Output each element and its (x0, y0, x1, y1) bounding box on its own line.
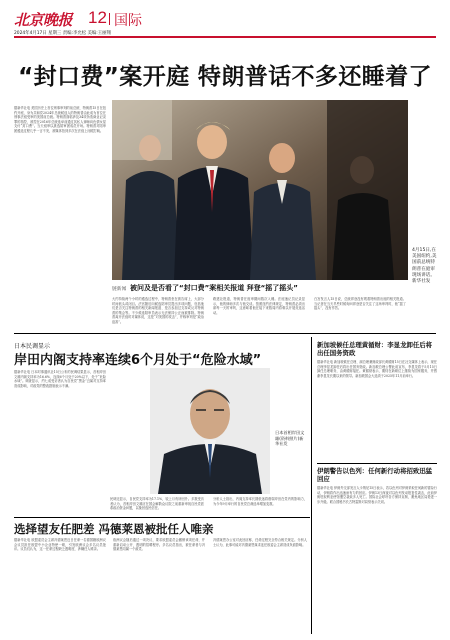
top-story-col4: 白宫发言人15日说，总统拜登没有观看特朗普出庭的相关报道。当记者在当天早些时候询问拜登是否关注了这场审判时，他“摇了摇头”，没有作答。 (314, 297, 406, 311)
paper-name: 北京晚报 (14, 11, 73, 29)
page-number: 12 (88, 8, 107, 27)
vdl-col3: 冯德莱恩办公室对此回应称，任命过程完全符合相关规定。分析人士认为，此事可能对冯德莱恩谋求连任欧委会主席造成负面影响。 (213, 538, 307, 547)
dateline: 2024年4月17日 星期三 责编:李允松 美编:王丽翔 (14, 31, 111, 36)
kishida-headline: 岸田内阁支持率连续6个月处于“危险水域” (14, 353, 262, 368)
top-story-col3: 路透社报道，特朗普在庭审期间数次入睡。法庭速记员记录显示，他的律师多次与他交谈。按照纽约法律规定，特朗普必须出席每一天的审判，这意味着他在接下来数周内将难以开展竞选活动。 (213, 297, 305, 315)
brief1-text: 据新华社电 新加坡候任总理、副总理兼财政部长黄循财15日在社交媒体上表示，现任总理李显龙卸任后将出任国务资政。新加坡总理公署此前宣布，李显龙将于5月15日卸任总理职务，由黄循财接任。黄循财表示，期待在新职位上继续为国家服务，并感谢李显龙长期以来的领导。新加坡国会大选须于2025年11月前举行。 (317, 360, 437, 378)
top-story-col1: 据新华社电 美国历史上首位刑事审判的前总统、特朗普15日在纽约开庭，身为共和党2024年总统候选人的特朗普由此成为首位在刑事法庭受审的美国前总统。特朗普面临涉及34项伪造商业记录罪的指控，被控在2016年总统选举前通过其私人律师向色情女星支付“封口费”。当天庭审以挑选陪审团成员开场。特朗普对陪审团遴选过程几乎一言不发，被媒体拍到多次在法庭上闭眼打盹。 (14, 106, 106, 133)
kishida-photo-image (150, 368, 270, 494)
sub-headline-tag: 链新闻 (112, 287, 127, 292)
section-name: 国际 (114, 13, 142, 29)
photo-caption: 4月15日,在美国纽约,美国前总统特朗普在庭审现场讲话。新华社发 (412, 248, 437, 285)
sidebar-rule (317, 463, 437, 464)
trump-court-photo (112, 100, 408, 280)
vdl-headline: 选择望友任肥差 冯德莱恩被批任人唯亲 (14, 522, 214, 536)
top-story-col2: 大约持续两个小时的遴选过程中，特朗普坐在被告席上，大部分时间低头或闭目。法官随后向候选陪审员提出多项问题，包括他们是否关注特朗普的相关新闻报道、是否参加过支持或反对特朗普的集会等。不少候选陪审员表示无法保持公正而被排除。特朗普离开法庭时对媒体说，这是“对美国的攻击”，并称审判是“政治迫害”。 (112, 297, 204, 324)
kishida-col3: 分析人士指出，内阁支持率长期低迷将削弱岸田在党内的影响力，为今年9月举行的自民党总裁选举增加变数。 (213, 497, 307, 506)
kishida-photo (150, 368, 270, 494)
masthead-rule (14, 36, 436, 38)
section-divider (109, 13, 110, 25)
section-rule-2 (14, 517, 310, 518)
sidebar-vertical-rule (311, 337, 312, 634)
kishida-col2: 民调还显示，自民党支持率为17.1%，较上月有所回升。多数受访者认为，首相岸田文雄应在国会解散众议院之前重新审视自民党派系政治资金问题，以挽回选民信任。 (110, 497, 204, 511)
brief1-title: 新加坡候任总理黄循财：李显龙卸任后将出任国务资政 (317, 341, 433, 358)
kishida-col1: 据新华社电 日本时事通讯社15日公布的民调结果显示，首相岸田文雄内阁支持率为16.6%，连续6个月处于20%以下，处于“危险水域”。调查显示，约七成受访者认为自民党“黑金”丑闻对支持率造成影响，对政党的整改措施表示不满。 (14, 370, 106, 388)
kishida-kicker: 日本民调显示 (14, 343, 51, 350)
masthead (14, 9, 436, 39)
vdl-col2: 欧洲议会随后通过一项决议，要求欧盟委员会撤销该项任命，并重新启动公开、透明的招聘程序。多名议员指出，被任命者与冯德莱恩同属一个政党。 (113, 538, 205, 552)
photo-image (112, 100, 408, 280)
vdl-col1: 据新华社电 欧盟委员会主席冯德莱恩近日任命一名德国籍欧洲议会议员担任欧盟中小企业特使一职，引发欧洲议会多名议员批评。议员们认为，这一任命过程缺乏透明度，涉嫌任人唯亲。 (14, 538, 106, 552)
headline: “封口费”案开庭 特朗普话不多还睡着了 (18, 64, 432, 90)
section-rule-1 (14, 333, 436, 334)
brief2-title: 伊朗警告以色列：任何新行动将招致迅猛回应 (317, 467, 433, 484)
kishida-photo-caption: 日本首相岸田文雄(资料照片)新华社发 (275, 430, 305, 447)
brief2-text: 据新华社电 伊朗外交部发言人卡纳尼15日表示，若以色列对伊朗采取任何新的冒险行动，伊朗将作出迅速而有力的回应。伊朗13日深夜对以色列发动报复性袭击，此前伊朗驻叙利亚使馆遭空袭致多人死亡。国际社会呼吁各方保持克制，避免地区局势进一步升级。联合国秘书长古特雷斯对局势表示关切。 (317, 486, 437, 504)
sub-headline: 被问及是否看了“封口费”案相关报道 拜登“摇了摇头” (130, 284, 298, 292)
